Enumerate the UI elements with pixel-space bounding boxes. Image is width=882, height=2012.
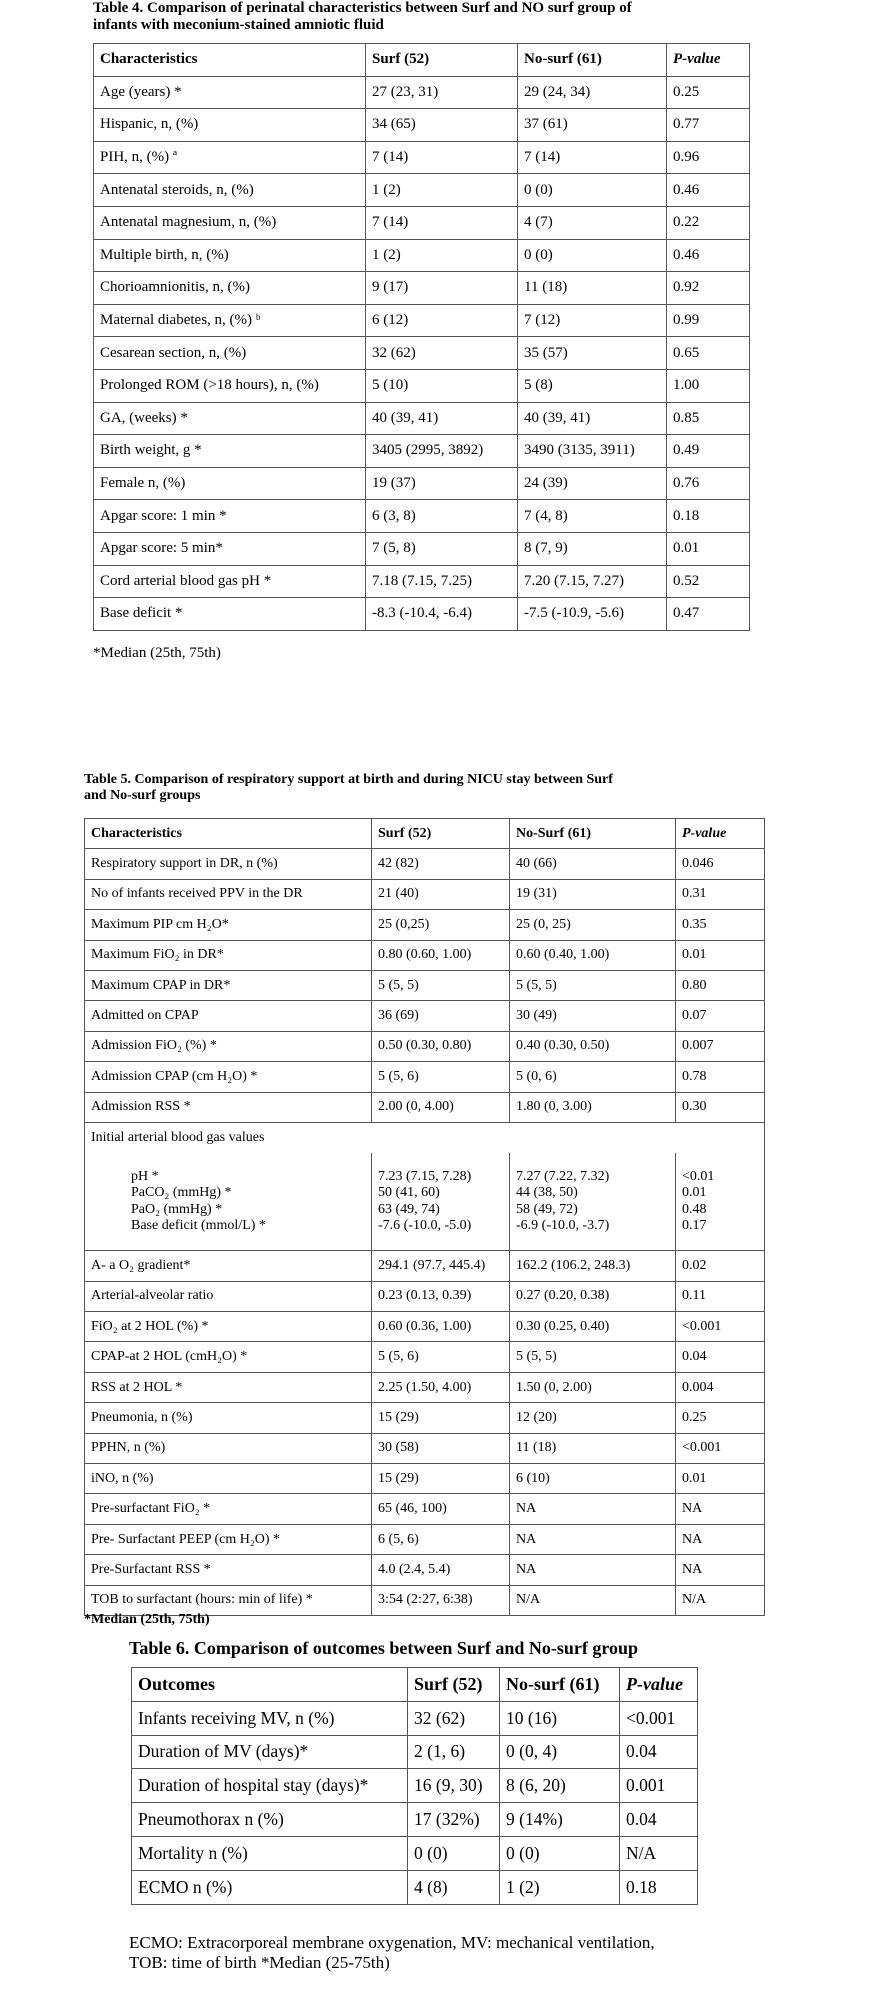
table4-cell: 0.52 <box>667 565 750 598</box>
table6-cell: 0 (0, 4) <box>500 1735 620 1769</box>
table5-abg-line: PaCO₂ (mmHg) * <box>131 1185 232 1201</box>
table5-abg-cell <box>676 1153 765 1251</box>
table4-cell: 7 (14) <box>366 141 518 174</box>
table5-cell: 4.0 (2.4, 5.4) <box>372 1555 510 1585</box>
table6-cell: 0.04 <box>620 1803 698 1837</box>
table5-cell: 5 (0, 6) <box>510 1062 676 1092</box>
table4-cell: Cord arterial blood gas pH * <box>94 565 366 598</box>
table6-cell: <0.001 <box>620 1701 698 1735</box>
table4-cell: 32 (62) <box>366 337 518 370</box>
table5-abg-line: -6.9 (-10.0, -3.7) <box>516 1217 610 1233</box>
table5-cell: TOB to surfactant (hours: min of life) * <box>85 1585 372 1615</box>
table4 <box>93 43 750 631</box>
table6-cell: 9 (14%) <box>500 1803 620 1837</box>
table5-cell: 0.02 <box>676 1251 765 1281</box>
table5-footnote <box>84 1612 210 1628</box>
table6-title-text: Table 6. Comparison of outcomes between Surf and No-surf group <box>129 1638 639 1658</box>
table4-cell: 7.18 (7.15, 7.25) <box>366 565 518 598</box>
table6-cell: Duration of MV (days)* <box>132 1735 408 1769</box>
table6-row <box>132 1836 698 1870</box>
table5-cell: 2.00 (0, 4.00) <box>372 1092 510 1122</box>
table6-cell: 8 (6, 20) <box>500 1769 620 1803</box>
table5-cell: NA <box>676 1555 765 1585</box>
table5-cell: N/A <box>510 1585 676 1615</box>
table4-cell: 6 (12) <box>366 304 518 337</box>
table4-cell: Age (years) * <box>94 76 366 109</box>
table4-cell: 0 (0) <box>518 174 667 207</box>
table5-abg-line: 0.01 <box>682 1185 707 1201</box>
table5-cell: 25 (0, 25) <box>510 910 676 940</box>
table4-row <box>94 337 750 370</box>
table4-cell: 0.49 <box>667 435 750 468</box>
table5-abg-line: -7.6 (-10.0, -5.0) <box>378 1217 472 1233</box>
table4-cell: 6 (3, 8) <box>366 500 518 533</box>
table6-cell: 0 (0) <box>408 1836 500 1870</box>
table5-cell: Arterial-alveolar ratio <box>85 1281 372 1311</box>
table4-footnote-text: *Median (25th, 75th) <box>93 645 221 661</box>
table6-cell: 2 (1, 6) <box>408 1735 500 1769</box>
table4-cell: -8.3 (-10.4, -6.4) <box>366 598 518 631</box>
table4-cell: 4 (7) <box>518 206 667 239</box>
table5-cell: iNO, n (%) <box>85 1464 372 1494</box>
table5-cell: 0.80 <box>676 970 765 1000</box>
table5-cell: 0.01 <box>676 1464 765 1494</box>
table5-row <box>85 1372 765 1402</box>
table5-abg-cell <box>510 1153 676 1251</box>
table4-cell: 1.00 <box>667 369 750 402</box>
table5-abg-line: 58 (49, 72) <box>516 1201 578 1217</box>
table5-abg-header-row <box>85 1122 765 1152</box>
table5-cell: 0.78 <box>676 1062 765 1092</box>
table4-row <box>94 174 750 207</box>
table5-cell: 0.04 <box>676 1342 765 1372</box>
table5-cell: Admission FiO₂ (%) * <box>85 1031 372 1061</box>
table5-abg-line: 7.27 (7.22, 7.32) <box>516 1169 610 1185</box>
table5-row <box>85 1524 765 1554</box>
table5-cell: 1.80 (0, 3.00) <box>510 1092 676 1122</box>
table4-cell: 0.01 <box>667 532 750 565</box>
table5-cell: NA <box>510 1524 676 1554</box>
table5-row <box>85 910 765 940</box>
table4-cell: Prolonged ROM (>18 hours), n, (%) <box>94 369 366 402</box>
table5-cell: Pre- Surfactant PEEP (cm H₂O) * <box>85 1524 372 1554</box>
table5-cell: 15 (29) <box>372 1464 510 1494</box>
table6-cell: 16 (9, 30) <box>408 1769 500 1803</box>
table6-header-cell: No-surf (61) <box>500 1668 620 1702</box>
table5-abg-line: Base deficit (mmol/L) * <box>131 1217 266 1233</box>
table6-cell: Pneumothorax n (%) <box>132 1803 408 1837</box>
table5-cell: Admission CPAP (cm H₂O) * <box>85 1062 372 1092</box>
table5-cell: 0.007 <box>676 1031 765 1061</box>
table4-cell: 0.65 <box>667 337 750 370</box>
table5-header-cell: Characteristics <box>85 819 372 849</box>
table5-row <box>85 1092 765 1122</box>
table5-cell: 36 (69) <box>372 1001 510 1031</box>
table5-row <box>85 1342 765 1372</box>
table5-footnote-text: *Median (25th, 75th) <box>84 1612 210 1627</box>
table6-header-cell: P-value <box>620 1668 698 1702</box>
table6-cell: ECMO n (%) <box>132 1870 408 1904</box>
table5-cell: 40 (66) <box>510 849 676 879</box>
table4-title-line1: Table 4. Comparison of perinatal characteristics between Surf and NO surf group of <box>93 0 632 16</box>
table6-cell: Duration of hospital stay (days)* <box>132 1769 408 1803</box>
table6-header-row <box>132 1668 698 1702</box>
table4-cell: 0.46 <box>667 174 750 207</box>
table5-abg-line: 7.23 (7.15, 7.28) <box>378 1169 472 1185</box>
table4-cell: Base deficit * <box>94 598 366 631</box>
table5-cell: Pneumonia, n (%) <box>85 1403 372 1433</box>
table5-row <box>85 1464 765 1494</box>
table4-header-cell: P-value <box>667 44 750 77</box>
table4-cell: 7.20 (7.15, 7.27) <box>518 565 667 598</box>
table5-cell: 0.30 <box>676 1092 765 1122</box>
table5-cell: 6 (10) <box>510 1464 676 1494</box>
table5-title-line2: and No-surf groups <box>84 787 201 803</box>
table5-cell: Admission RSS * <box>85 1092 372 1122</box>
table6-row <box>132 1769 698 1803</box>
table5-cell: 65 (46, 100) <box>372 1494 510 1524</box>
table5-cell: Pre-Surfactant RSS * <box>85 1555 372 1585</box>
table6-row <box>132 1870 698 1904</box>
table5-row <box>85 1001 765 1031</box>
table5-title-line1: Table 5. Comparison of respiratory support at birth and during NICU stay between Surf <box>84 772 613 787</box>
table5-cell: No of infants received PPV in the DR <box>85 879 372 909</box>
table4-cell: 0.47 <box>667 598 750 631</box>
table5-cell: 294.1 (97.7, 445.4) <box>372 1251 510 1281</box>
table5-cell: PPHN, n (%) <box>85 1433 372 1463</box>
table5-cell: 0.11 <box>676 1281 765 1311</box>
table5-cell: 30 (49) <box>510 1001 676 1031</box>
table5-cell: 0.046 <box>676 849 765 879</box>
table4-row <box>94 500 750 533</box>
table5-row <box>85 1251 765 1281</box>
table5-cell: 6 (5, 6) <box>372 1524 510 1554</box>
table4-body <box>94 76 750 630</box>
table5-cell: A- a O₂ gradient* <box>85 1251 372 1281</box>
table6-cell: 17 (32%) <box>408 1803 500 1837</box>
table5-cell: 0.31 <box>676 879 765 909</box>
table4-header-row <box>94 44 750 77</box>
table4-header-cell: Surf (52) <box>366 44 518 77</box>
table5-abg-line: <0.01 <box>682 1169 715 1185</box>
table5-abg-line: pH * <box>131 1169 159 1185</box>
table4-cell: Maternal diabetes, n, (%) ᵇ <box>94 304 366 337</box>
table5-row <box>85 1494 765 1524</box>
table4-cell: Apgar score: 1 min * <box>94 500 366 533</box>
table5-cell: 0.23 (0.13, 0.39) <box>372 1281 510 1311</box>
table4-cell: 0.18 <box>667 500 750 533</box>
table4-cell: GA, (weeks) * <box>94 402 366 435</box>
table4-row <box>94 109 750 142</box>
table5-cell: 0.01 <box>676 940 765 970</box>
table4-cell: 0.25 <box>667 76 750 109</box>
table6-cell: 32 (62) <box>408 1701 500 1735</box>
table5-header-row <box>85 819 765 849</box>
table6-footnote-line2: TOB: time of birth *Median (25-75th) <box>129 1953 390 1973</box>
table6-footnote <box>129 1933 655 1973</box>
table6 <box>131 1667 698 1905</box>
table5-cell: <0.001 <box>676 1312 765 1342</box>
table5-cell: 0.60 (0.40, 1.00) <box>510 940 676 970</box>
table5 <box>84 818 765 1616</box>
table4-row <box>94 565 750 598</box>
table4-cell: 35 (57) <box>518 337 667 370</box>
table6-cell: N/A <box>620 1836 698 1870</box>
table5-abg-line: PaO₂ (mmHg) * <box>131 1201 223 1217</box>
table6-cell: Mortality n (%) <box>132 1836 408 1870</box>
table6-title <box>129 1638 829 1658</box>
table6-cell: 0.18 <box>620 1870 698 1904</box>
table5-row <box>85 849 765 879</box>
table5-cell: 0.27 (0.20, 0.38) <box>510 1281 676 1311</box>
table5-cell: 25 (0,25) <box>372 910 510 940</box>
table4-cell: 11 (18) <box>518 272 667 305</box>
table5-cell: Admitted on CPAP <box>85 1001 372 1031</box>
table4-cell: Multiple birth, n, (%) <box>94 239 366 272</box>
table4-cell: Birth weight, g * <box>94 435 366 468</box>
table5-cell: Maximum CPAP in DR* <box>85 970 372 1000</box>
table5-cell: 5 (5, 6) <box>372 1062 510 1092</box>
table4-cell: 7 (5, 8) <box>366 532 518 565</box>
table4-cell: 3405 (2995, 3892) <box>366 435 518 468</box>
table4-cell: 7 (14) <box>366 206 518 239</box>
table5-cell: Pre-surfactant FiO₂ * <box>85 1494 372 1524</box>
table4-cell: 37 (61) <box>518 109 667 142</box>
table4-row <box>94 402 750 435</box>
table4-cell: 1 (2) <box>366 174 518 207</box>
table4-cell: Antenatal magnesium, n, (%) <box>94 206 366 239</box>
table5-cell: 15 (29) <box>372 1403 510 1433</box>
table4-cell: 8 (7, 9) <box>518 532 667 565</box>
table4-cell: Cesarean section, n, (%) <box>94 337 366 370</box>
table4-cell: 0.46 <box>667 239 750 272</box>
table4-cell: 34 (65) <box>366 109 518 142</box>
table6-cell: 0 (0) <box>500 1836 620 1870</box>
table6-cell: 0.04 <box>620 1735 698 1769</box>
table4-row <box>94 532 750 565</box>
table5-cell: 21 (40) <box>372 879 510 909</box>
table6-row <box>132 1735 698 1769</box>
table5-cell: 5 (5, 6) <box>372 1342 510 1372</box>
table6-cell: 0.001 <box>620 1769 698 1803</box>
table5-abg-cell <box>372 1153 510 1251</box>
table5-cell: 5 (5, 5) <box>372 970 510 1000</box>
table5-cell: NA <box>510 1555 676 1585</box>
table5-cell: 11 (18) <box>510 1433 676 1463</box>
table4-cell: Hispanic, n, (%) <box>94 109 366 142</box>
table4-cell: 0.92 <box>667 272 750 305</box>
table4-row <box>94 206 750 239</box>
table5-header-cell: Surf (52) <box>372 819 510 849</box>
table5-cell: RSS at 2 HOL * <box>85 1372 372 1402</box>
table4-row <box>94 369 750 402</box>
table4-cell: 40 (39, 41) <box>518 402 667 435</box>
table5-abg-line: 44 (38, 50) <box>516 1185 578 1201</box>
table6-body <box>132 1701 698 1904</box>
table6-cell: 4 (8) <box>408 1870 500 1904</box>
table4-cell: Apgar score: 5 min* <box>94 532 366 565</box>
table5-cell: NA <box>510 1494 676 1524</box>
table5-header-cell: P-value <box>676 819 765 849</box>
table6-cell: Infants receiving MV, n (%) <box>132 1701 408 1735</box>
table4-cell: 0.99 <box>667 304 750 337</box>
table5-cell: 0.004 <box>676 1372 765 1402</box>
table4-row <box>94 141 750 174</box>
table5-cell: 5 (5, 5) <box>510 970 676 1000</box>
table4-row <box>94 239 750 272</box>
table5-cell: 0.60 (0.36, 1.00) <box>372 1312 510 1342</box>
table5-cell: 2.25 (1.50, 4.00) <box>372 1372 510 1402</box>
table5-cell: Respiratory support in DR, n (%) <box>85 849 372 879</box>
table6-footnote-line1: ECMO: Extracorporeal membrane oxygenation, MV: mechanical ventilation, <box>129 1933 655 1952</box>
table4-cell: PIH, n, (%) ª <box>94 141 366 174</box>
table4-cell: Antenatal steroids, n, (%) <box>94 174 366 207</box>
table4-cell: 7 (4, 8) <box>518 500 667 533</box>
table6-row <box>132 1701 698 1735</box>
table5-cell: NA <box>676 1494 765 1524</box>
table4-cell: -7.5 (-10.9, -5.6) <box>518 598 667 631</box>
table4-cell: 5 (10) <box>366 369 518 402</box>
table5-header-cell: No-Surf (61) <box>510 819 676 849</box>
table5-row <box>85 1031 765 1061</box>
table5-cell: 1.50 (0, 2.00) <box>510 1372 676 1402</box>
table5-body <box>85 849 765 1616</box>
table5-row <box>85 879 765 909</box>
table4-cell: 5 (8) <box>518 369 667 402</box>
table5-cell: FiO₂ at 2 HOL (%) * <box>85 1312 372 1342</box>
table5-cell: Maximum FiO₂ in DR* <box>85 940 372 970</box>
table4-cell: 19 (37) <box>366 467 518 500</box>
table4-title-line2: infants with meconium-stained amniotic fluid <box>93 16 384 33</box>
table5-abg-cell <box>85 1153 372 1251</box>
table4-footnote <box>93 645 221 662</box>
table6-header-cell: Outcomes <box>132 1668 408 1702</box>
table4-cell: Chorioamnionitis, n, (%) <box>94 272 366 305</box>
table4-cell: 27 (23, 31) <box>366 76 518 109</box>
table5-cell: N/A <box>676 1585 765 1615</box>
table4-cell: 1 (2) <box>366 239 518 272</box>
table5-cell: 0.07 <box>676 1001 765 1031</box>
table4-row <box>94 272 750 305</box>
table4-cell: 29 (24, 34) <box>518 76 667 109</box>
table5-row <box>85 1585 765 1615</box>
table4-cell: 0.85 <box>667 402 750 435</box>
table4-row <box>94 467 750 500</box>
table5-title <box>84 772 804 803</box>
table4-cell: 0.96 <box>667 141 750 174</box>
table5-cell: 0.25 <box>676 1403 765 1433</box>
table5-row <box>85 1433 765 1463</box>
table4-title <box>93 0 813 34</box>
table4-header-cell: Characteristics <box>94 44 366 77</box>
table5-cell: 3:54 (2:27, 6:38) <box>372 1585 510 1615</box>
table5-row <box>85 1281 765 1311</box>
table5-row <box>85 970 765 1000</box>
table5-cell: 19 (31) <box>510 879 676 909</box>
table5-cell: 0.80 (0.60, 1.00) <box>372 940 510 970</box>
table4-row <box>94 76 750 109</box>
table5-cell: 30 (58) <box>372 1433 510 1463</box>
table5-cell: 42 (82) <box>372 849 510 879</box>
table5-abg-values-row <box>85 1153 765 1251</box>
table4-row <box>94 304 750 337</box>
table4-row <box>94 435 750 468</box>
table4-cell: 3490 (3135, 3911) <box>518 435 667 468</box>
table5-cell: 0.35 <box>676 910 765 940</box>
table5-row <box>85 1312 765 1342</box>
table4-cell: 0.22 <box>667 206 750 239</box>
table5-cell: 0.30 (0.25, 0.40) <box>510 1312 676 1342</box>
table4-header-cell: No-surf (61) <box>518 44 667 77</box>
table5-cell: <0.001 <box>676 1433 765 1463</box>
table5-row <box>85 1062 765 1092</box>
table5-cell: CPAP-at 2 HOL (cmH₂O) * <box>85 1342 372 1372</box>
table4-cell: 7 (12) <box>518 304 667 337</box>
table5-cell: 0.50 (0.30, 0.80) <box>372 1031 510 1061</box>
table4-cell: 0 (0) <box>518 239 667 272</box>
table5-row <box>85 1555 765 1585</box>
table5-cell: 5 (5, 5) <box>510 1342 676 1372</box>
table5-cell: NA <box>676 1524 765 1554</box>
table4-cell: 40 (39, 41) <box>366 402 518 435</box>
table5-cell: 162.2 (106.2, 248.3) <box>510 1251 676 1281</box>
table6-cell: 1 (2) <box>500 1870 620 1904</box>
table5-abg-line: 0.48 <box>682 1201 707 1217</box>
table4-cell: 0.76 <box>667 467 750 500</box>
table6-cell: 10 (16) <box>500 1701 620 1735</box>
table4-row <box>94 598 750 631</box>
table4-cell: 9 (17) <box>366 272 518 305</box>
table6-header-cell: Surf (52) <box>408 1668 500 1702</box>
table5-abg-line: 50 (41, 60) <box>378 1185 440 1201</box>
table4-cell: 24 (39) <box>518 467 667 500</box>
table5-abg-line: 0.17 <box>682 1217 707 1233</box>
table5-cell: 0.40 (0.30, 0.50) <box>510 1031 676 1061</box>
table4-cell: Female n, (%) <box>94 467 366 500</box>
table4-cell: 7 (14) <box>518 141 667 174</box>
table4-cell: 0.77 <box>667 109 750 142</box>
table5-cell: 12 (20) <box>510 1403 676 1433</box>
table5-abg-header: Initial arterial blood gas values <box>85 1122 765 1152</box>
table5-abg-line: 63 (49, 74) <box>378 1201 440 1217</box>
table5-row <box>85 940 765 970</box>
table5-cell: Maximum PIP cm H₂O* <box>85 910 372 940</box>
table5-row <box>85 1403 765 1433</box>
table6-row <box>132 1803 698 1837</box>
